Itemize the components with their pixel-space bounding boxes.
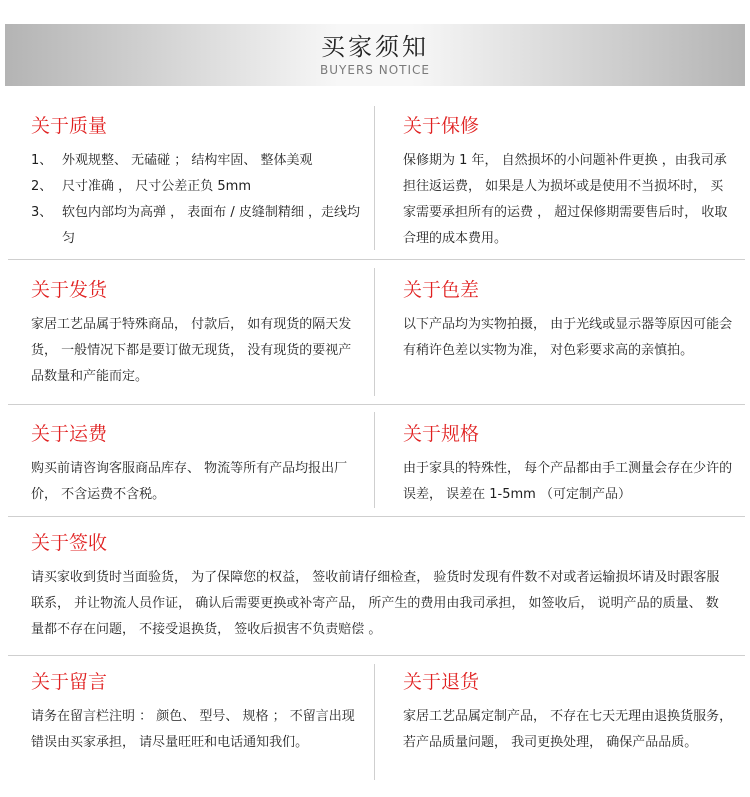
list-item-text: 软包内部均为高弹 ， 表面布 / 皮缝制精细 ，走线均匀 bbox=[62, 205, 361, 246]
divider-vertical-3 bbox=[374, 412, 375, 508]
section-quality-title: 关于质量 bbox=[31, 115, 108, 137]
section-quality bbox=[31, 114, 361, 252]
section-shipping bbox=[31, 278, 361, 390]
page-title: 买家须知 bbox=[321, 33, 429, 61]
list-item bbox=[31, 200, 361, 252]
divider-vertical-1 bbox=[374, 106, 375, 250]
quality-list bbox=[31, 148, 361, 252]
section-shipping-text: 家居工艺品属于特殊商品， 付款后， 如有现货的隔天发货， 一般情况下都是要订做无现货， 没有现货的要视产品数量和产能而定。 bbox=[31, 317, 352, 384]
list-item-text: 外观规整、 无磕碰 ； 结构牢固、 整体美观 bbox=[62, 153, 313, 168]
section-receipt-title: 关于签收 bbox=[31, 532, 108, 554]
section-returns bbox=[403, 670, 733, 756]
section-freight-title: 关于运费 bbox=[31, 423, 108, 445]
section-message-text: 请务在留言栏注明 ： 颜色、 型号、 规格 ； 不留言出现错误由买家承担， 请尽量旺旺和电话通知我们。 bbox=[31, 709, 355, 750]
section-color-text: 以下产品均为实物拍摄， 由于光线或显示器等原因可能会有稍许色差以实物为准， 对色彩要求高的亲慎拍。 bbox=[403, 317, 733, 358]
divider-horizontal-3 bbox=[8, 516, 745, 517]
section-spec bbox=[403, 422, 733, 508]
section-message-title: 关于留言 bbox=[31, 671, 108, 693]
section-freight-text: 购买前请咨询客服商品库存、 物流等所有产品均报出厂价， 不含运费不含税。 bbox=[31, 461, 348, 502]
list-item bbox=[31, 174, 361, 200]
list-item bbox=[31, 148, 361, 174]
section-returns-text: 家居工艺品属定制产品， 不存在七天无理由退换货服务， 若产品质量问题， 我司更换处理， 确保产品品质。 bbox=[403, 709, 733, 750]
section-color bbox=[403, 278, 733, 364]
section-returns-title: 关于退货 bbox=[403, 671, 480, 693]
divider-vertical-4 bbox=[374, 664, 375, 780]
section-shipping-title: 关于发货 bbox=[31, 279, 108, 301]
section-repair-title: 关于保修 bbox=[403, 115, 480, 137]
notice-header-banner bbox=[5, 24, 745, 86]
section-color-title: 关于色差 bbox=[403, 279, 480, 301]
section-freight bbox=[31, 422, 361, 508]
section-message bbox=[31, 670, 361, 756]
section-spec-title: 关于规格 bbox=[403, 423, 480, 445]
section-spec-text: 由于家具的特殊性， 每个产品都由手工测量会存在少许的误差， 误差在 1-5mm （可定制产品） bbox=[403, 461, 733, 502]
list-item-number: 3、 bbox=[31, 205, 53, 220]
section-repair-text: 保修期为 1 年， 自然损坏的小问题补件更换 ，由我司承担往返运费， 如果是人为损坏或是使用不当损坏时， 买家需要承担所有的运费 ， 超过保修期需要售后时， 收取合理的成本费用。 bbox=[403, 153, 728, 246]
divider-vertical-2 bbox=[374, 268, 375, 396]
section-receipt bbox=[31, 531, 721, 643]
divider-horizontal-2 bbox=[8, 404, 745, 405]
divider-horizontal-4 bbox=[8, 655, 745, 656]
page-subtitle: BUYERS NOTICE bbox=[320, 63, 430, 77]
section-receipt-text: 请买家收到货时当面验货， 为了保障您的权益， 签收前请仔细检查， 验货时发现有件数不对或者运输损坏请及时跟客服联系， 并让物流人员作证， 确认后需要更换或补寄产品， 所产生的费用由我司承担， 如签收后， 说明产品的质量、 数量都不存在问题， 不接受退换货， 签收后损害不负责赔偿 。 bbox=[31, 570, 720, 637]
list-item-number: 1、 bbox=[31, 153, 53, 168]
divider-horizontal-1 bbox=[8, 259, 745, 260]
list-item-text: 尺寸准确 ， 尺寸公差正负 5mm bbox=[62, 179, 251, 194]
list-item-number: 2、 bbox=[31, 179, 53, 194]
section-repair bbox=[403, 114, 733, 252]
